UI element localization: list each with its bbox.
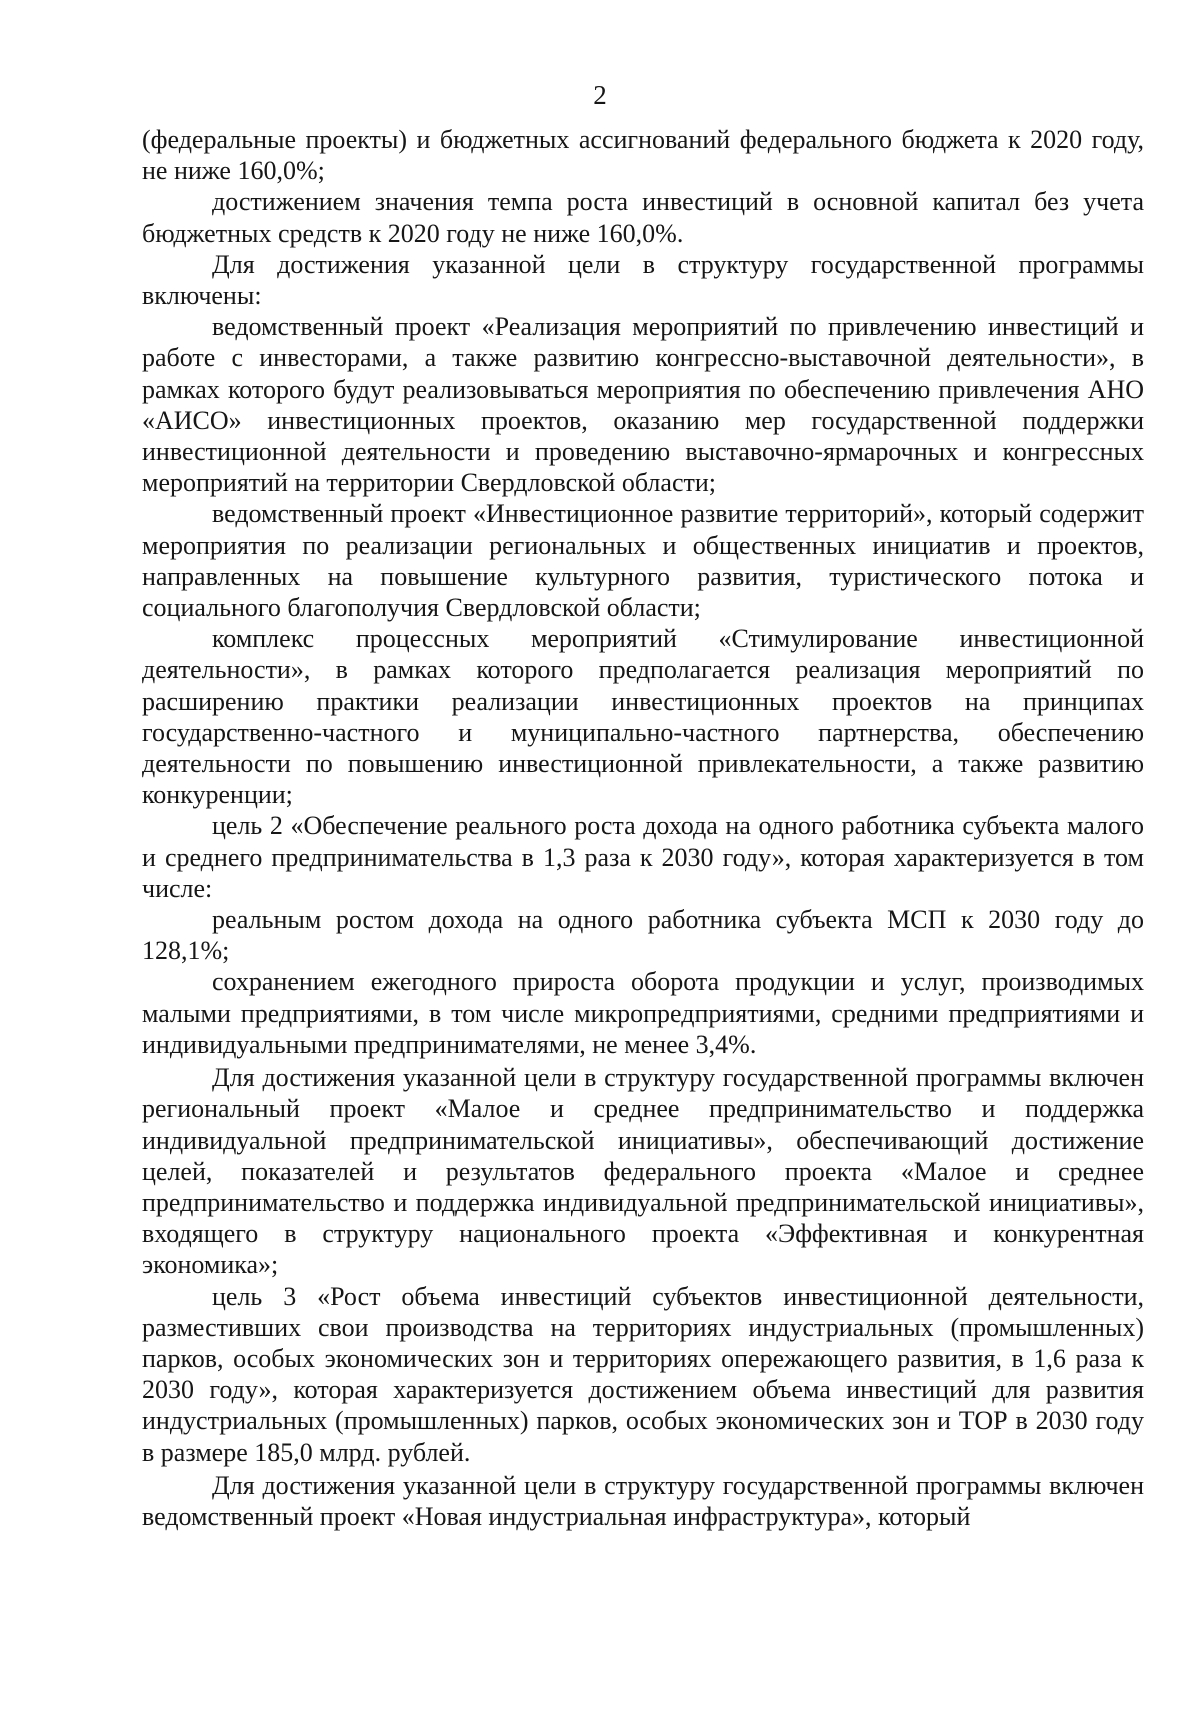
paragraph: достижением значения темпа роста инвестиций в основной капитал без учета бюджетных средств к 2020 году не ниже 160,0%.	[142, 187, 1144, 248]
paragraph: ведомственный проект «Реализация мероприятий по привлечению инвестиций и работе с инвесторами, а также развитию конгрессно-выставочной деятельности», в рамках которого будут реализовываться мероприятия по обеспечению привлечения АНО «АИСО» инвестиционных проектов, оказанию мер государственной поддержки инвестиционной деятельности и проведению выставочно-ярмарочных и конгрессных мероприятий на территории Свердловской области;	[142, 312, 1144, 498]
paragraph: цель 3 «Рост объема инвестиций субъектов инвестиционной деятельности, разместивших свои производства на территориях индустриальных (промышленных) парков, особых экономических зон и территориях опережающего развития, в 1,6 раза к 2030 году», которая характеризуется достижением объема инвестиций для развития индустриальных (промышленных) парков, особых экономических зон и ТОР в 2030 году в размере 185,0 млрд. рублей.	[142, 1281, 1144, 1467]
paragraph: ведомственный проект «Инвестиционное развитие территорий», который содержит мероприятия по реализации региональных и общественных инициатив и проектов, направленных на повышение культурного развития, туристического потока и социального благополучия Свердловской области;	[142, 499, 1144, 623]
paragraph: Для достижения указанной цели в структуру государственной программы включены:	[142, 249, 1144, 311]
paragraph: цель 2 «Обеспечение реального роста дохода на одного работника субъекта малого и среднего предпринимательства в 1,3 раза к 2030 году», которая характеризуется в том числе:	[142, 811, 1144, 903]
page-number: 2	[593, 80, 607, 110]
paragraph: (федеральные проекты) и бюджетных ассигнований федерального бюджета к 2020 году, не ниже 160,0%;	[142, 125, 1144, 186]
document-body	[142, 124, 1144, 1532]
paragraph: Для достижения указанной цели в структуру государственной программы включен региональный проект «Малое и среднее предпринимательство и поддержка индивидуальной предпринимательской инициативы», обеспечивающий достижение целей, показателей и результатов федерального проекта «Малое и среднее предпринимательство и поддержка индивидуальной предпринимательской инициативы», входящего в структуру национального проекта «Эффективная и конкурентная экономика»;	[142, 1063, 1144, 1280]
paragraph: реальным ростом дохода на одного работника субъекта МСП к 2030 году до 128,1%;	[142, 905, 1144, 966]
paragraph: комплекс процессных мероприятий «Стимулирование инвестиционной деятельности», в рамках которого предполагается реализация мероприятий по расширению практики реализации инвестиционных проектов на принципах государственно-частного и муниципально-частного партнерства, обеспечению деятельности по повышению инвестиционной привлекательности, а также развитию конкуренции;	[142, 624, 1144, 810]
paragraph: сохранением ежегодного прироста оборота продукции и услуг, производимых малыми предприятиями, в том числе микропредприятиями, средними предприятиями и индивидуальными предпринимателями, не менее 3,4%.	[142, 967, 1144, 1059]
paragraph: Для достижения указанной цели в структуру государственной программы включен ведомственный проект «Новая индустриальная инфраструктура», который	[142, 1470, 1144, 1531]
